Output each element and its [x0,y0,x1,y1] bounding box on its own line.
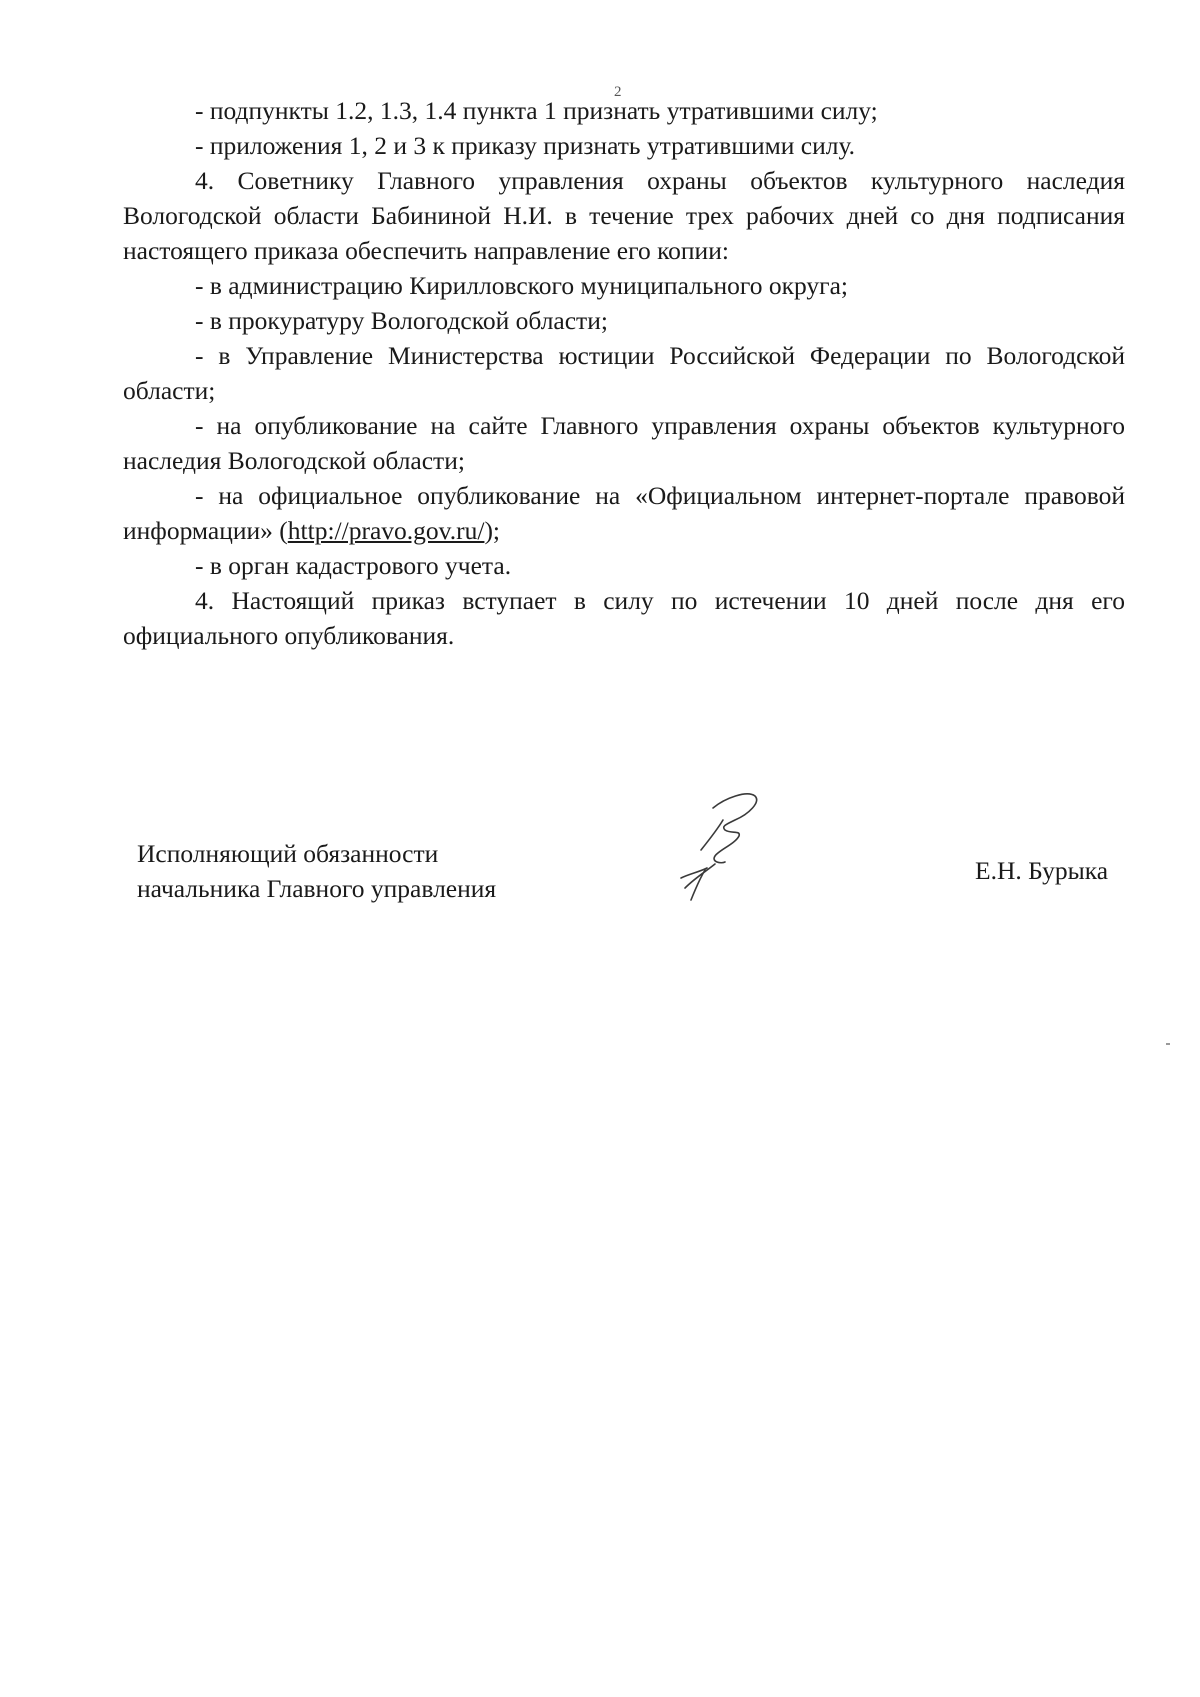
signatory-name: Е.Н. Бурыка [975,856,1109,885]
copy-recipient-cadastre: - в орган кадастрового учета. [195,551,512,580]
signatory-title-line-1: Исполняющий обязанности [137,839,439,868]
pravo-gov-link[interactable]: http://pravo.gov.ru/ [287,516,485,545]
item-appendices-void: - приложения 1, 2 и 3 к приказу признать утратившими силу. [195,131,856,160]
document-body [123,93,1125,653]
signatory-title [137,836,496,906]
copy-recipient-administration: - в администрацию Кирилловского муниципального округа; [195,271,848,300]
clause-4-copies: 4. Советнику Главного управления охраны объектов культурного наследия Вологодской области Бабининой Н.И. в течение трех рабочих дней со дня подписания настоящего приказа обеспечить направление его копии: [123,166,1125,265]
copy-recipient-prosecutor: - в прокуратуру Вологодской области; [195,306,608,335]
copy-recipient-legal-portal [123,478,1125,548]
signatory-title-line-2: начальника Главного управления [137,874,497,903]
copy-recipient-justice-ministry: - в Управление Министерства юстиции Российской Федерации по Вологодской области; [123,341,1125,405]
copy-recipient-website: - на опубликование на сайте Главного управления охраны объектов культурного наследия Вологодской области; [123,411,1125,475]
clause-effective-date: 4. Настоящий приказ вступает в силу по истечении 10 дней после дня его официального опубликования. [123,586,1125,650]
legal-portal-text-end: ); [484,516,501,545]
handwritten-signature [655,780,785,910]
legal-portal-text: - на официальное опубликование на «Официальном интернет-портале правовой информации» ( [123,481,1125,545]
scan-speck [1166,1043,1170,1045]
item-subpoints-void: - подпункты 1.2, 1.3, 1.4 пункта 1 признать утратившими силу; [195,96,878,125]
page-number: 2 [614,84,622,100]
